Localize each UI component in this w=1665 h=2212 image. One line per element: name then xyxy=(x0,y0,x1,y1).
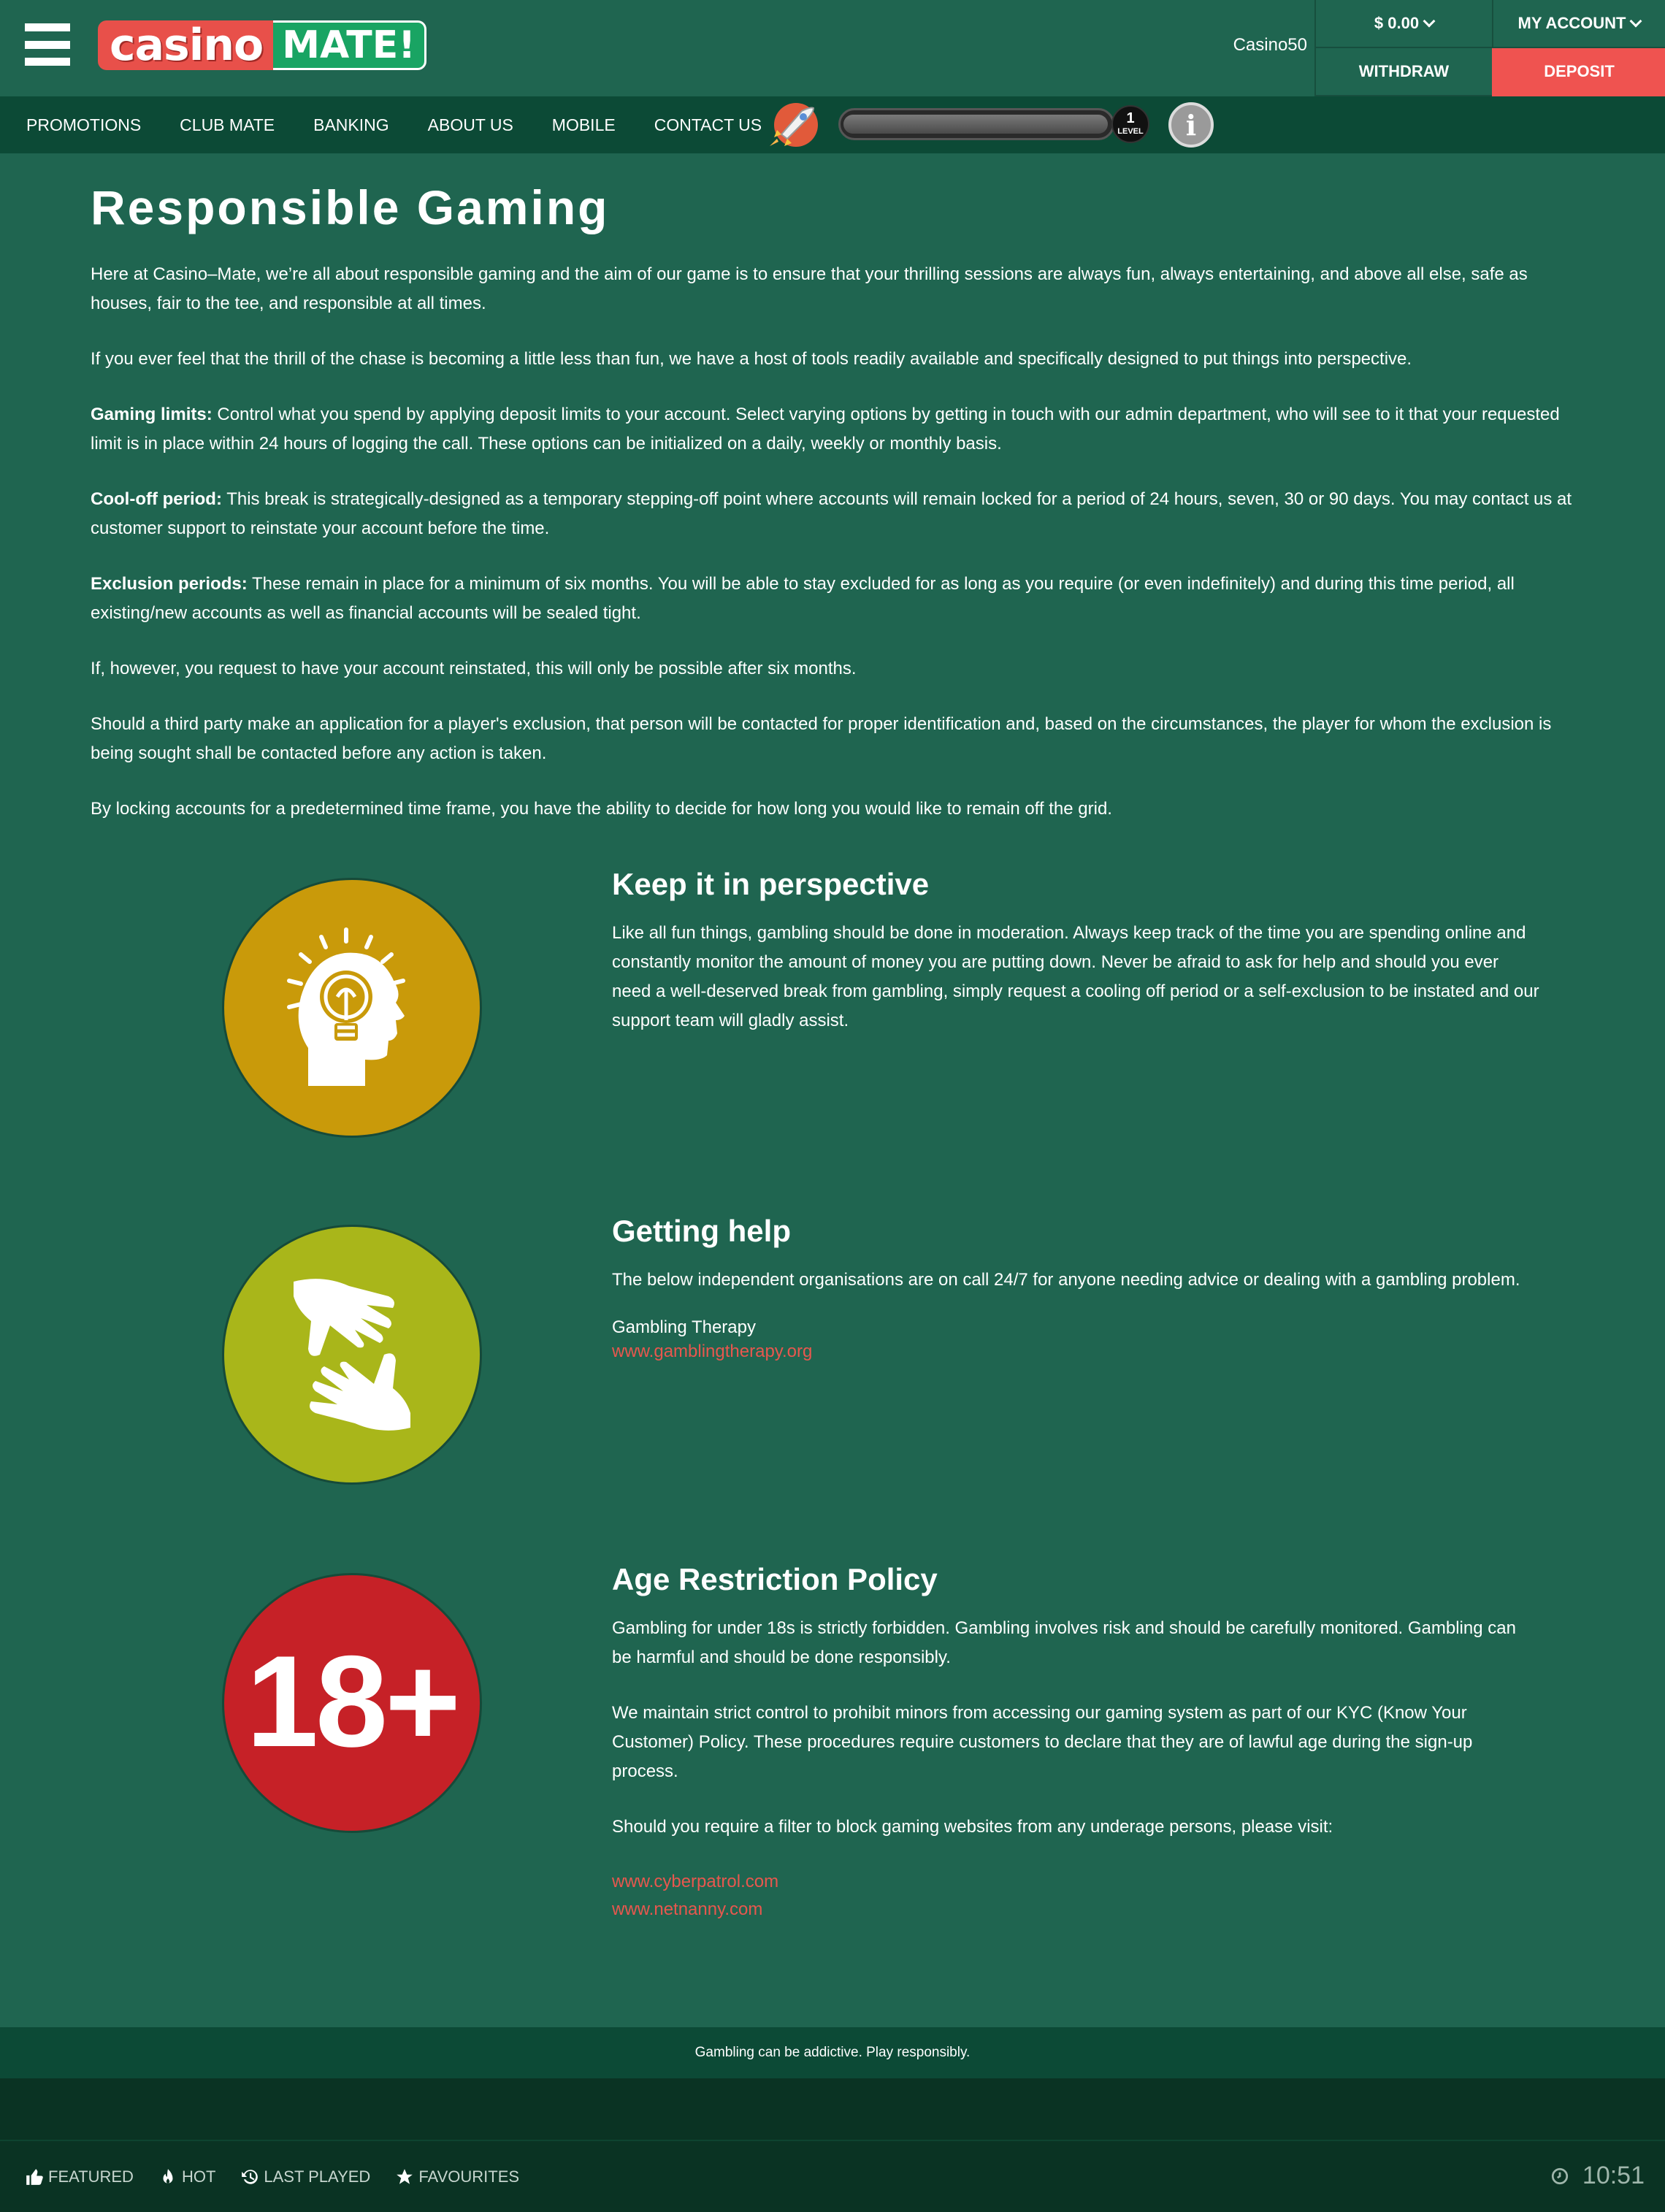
level-badge xyxy=(1111,105,1149,143)
tab-last-played[interactable] xyxy=(240,2167,370,2186)
perspective-heading: Keep it in perspective xyxy=(612,867,930,901)
age-restriction-text-block xyxy=(612,1561,1539,1924)
tab-last-played-label: LAST PLAYED xyxy=(264,2167,371,2186)
level-number: 1 xyxy=(1126,110,1135,126)
nav-item-promotions[interactable]: PROMOTIONS xyxy=(26,115,142,134)
tab-hot-label: HOT xyxy=(181,2167,216,2186)
gaming-limits-label: Gaming limits: xyxy=(91,405,213,424)
nav-item-about-us[interactable]: ABOUT US xyxy=(427,115,513,134)
star-icon xyxy=(395,2167,414,2186)
intro-paragraph: Here at Casino–Mate, we’re all about responsible gaming and the aim of our game is to ensure that your thrilling sessions are always fun, always entertaining, and above all else, safe as houses, fair to the tee, and responsible at all times. xyxy=(91,264,1528,313)
org-name: Gambling Therapy xyxy=(612,1317,756,1337)
casino-mate-logo[interactable] xyxy=(98,20,419,70)
age-restriction-text: Should you require a filter to block gaming websites from any underage persons, please visit: xyxy=(612,1817,1333,1837)
perspective-text-block xyxy=(612,866,1539,1062)
cool-off-label: Cool-off period: xyxy=(91,489,222,509)
intro-paragraph: If you ever feel that the thrill of the chase is becoming a little less than fun, we have a host of tools readily available and specifically designed to put things into perspective. xyxy=(91,349,1412,369)
tab-featured-label: FEATURED xyxy=(48,2167,134,2186)
chevron-down-icon xyxy=(1423,15,1436,28)
bottom-game-bar xyxy=(0,2140,1665,2212)
getting-help-text: The below independent organisations are on call 24/7 for anyone needing advice or dealing with a gambling problem. xyxy=(612,1270,1520,1290)
tab-featured[interactable] xyxy=(25,2167,134,2186)
history-icon xyxy=(240,2167,259,2186)
main-nav xyxy=(0,96,1665,153)
age-18-plus-icon: 18+ xyxy=(246,1628,458,1774)
cyberpatrol-link[interactable]: www.cyberpatrol.com xyxy=(612,1872,779,1891)
nav-item-banking[interactable]: BANKING xyxy=(313,115,389,134)
perspective-text: Like all fun things, gambling should be done in moderation. Always keep track of the time you are spending online and constantly monitor the amount of money you are putting down. Never be afraid to ask for help and should you ever need a well-deserved break from gambling, simply request a cooling off period or a self-exclusion to be instated and our support team will gladly assist. xyxy=(612,923,1539,1030)
tab-favourites-label: FAVOURITES xyxy=(418,2167,520,2186)
balance-dropdown[interactable] xyxy=(1314,0,1492,48)
locking-paragraph: By locking accounts for a predetermined time frame, you have the ability to decide for how long you would like to remain off the grid. xyxy=(91,799,1112,819)
level-progress-bar xyxy=(838,108,1114,140)
tab-hot[interactable] xyxy=(158,2167,215,2186)
gaming-limits-paragraph xyxy=(91,400,1580,459)
account-panel xyxy=(1314,0,1665,96)
intro-content xyxy=(91,260,1580,850)
helping-hands-icon xyxy=(279,1267,425,1442)
getting-help-circle xyxy=(222,1225,482,1485)
responsible-notice-bar xyxy=(0,2027,1665,2078)
logo-casino-text: casino xyxy=(98,20,273,70)
exclusion-paragraph xyxy=(91,570,1580,628)
perspective-circle xyxy=(222,878,482,1138)
tab-favourites[interactable] xyxy=(395,2167,519,2186)
gambling-therapy-link[interactable]: www.gamblingtherapy.org xyxy=(612,1342,813,1361)
my-account-label: MY ACCOUNT xyxy=(1517,14,1626,32)
level-label: LEVEL xyxy=(1117,127,1144,136)
gaming-limits-text: Control what you spend by applying deposit limits to your account. Select varying options by getting in touch with our admin department, who will see to it that your requested limit is in place within 24 hours of logging the call. These options can be initialized on a daily, weekly or monthly basis. xyxy=(91,405,1560,454)
rocket-icon[interactable] xyxy=(767,101,821,149)
exclusion-text: These remain in place for a minimum of six months. You will be able to stay excluded for as long as you require (or even indefinitely) and during this time period, all existing/new accounts as well as financial accounts will be sealed tight. xyxy=(91,574,1515,623)
responsible-notice: Gambling can be addictive. Play responsibly. xyxy=(694,2045,971,2060)
flame-icon xyxy=(158,2167,177,2186)
header xyxy=(0,0,1665,96)
username: Casino50 xyxy=(1233,35,1307,55)
age-restriction-circle xyxy=(222,1573,482,1833)
hamburger-menu-icon[interactable] xyxy=(25,23,70,66)
cool-off-text: This break is strategically-designed as a temporary stepping-off point where accounts will remain locked for a period of 24 hours, seven, 30 or 90 days. You may contact us at customer support to reinstate your account before the time. xyxy=(91,489,1572,538)
deposit-button[interactable]: DEPOSIT xyxy=(1492,48,1665,96)
clock-icon xyxy=(1550,2167,1569,2186)
getting-help-text-block xyxy=(612,1213,1539,1363)
balance-value: $ 0.00 xyxy=(1374,14,1420,32)
nav-item-club-mate[interactable]: CLUB MATE xyxy=(180,115,275,134)
clock xyxy=(1550,2162,1645,2190)
age-restriction-text: We maintain strict control to prohibit minors from accessing our gaming system as part of our KYC (Know Your Customer) Policy. These procedures require customers to declare that they are of lawful age during the sign-up process. xyxy=(612,1703,1473,1781)
chevron-down-icon xyxy=(1630,15,1642,28)
netnanny-link[interactable]: www.netnanny.com xyxy=(612,1899,763,1919)
age-restriction-text: Gambling for under 18s is strictly forbidden. Gambling involves risk and should be carefully monitored. Gambling can be harmful and should be done responsibly. xyxy=(612,1618,1516,1667)
lightbulb-head-icon xyxy=(279,924,425,1092)
clock-time: 10:51 xyxy=(1582,2162,1645,2189)
thumbs-up-icon xyxy=(25,2167,44,2186)
nav-item-contact-us[interactable]: CONTACT US xyxy=(654,115,762,134)
withdraw-button[interactable]: WITHDRAW xyxy=(1314,48,1492,96)
age-restriction-heading: Age Restriction Policy xyxy=(612,1562,938,1596)
third-party-paragraph: Should a third party make an application for a player's exclusion, that person will be contacted for proper identification and, based on the circumstances, the player for whom the exclusion is being sought shall be contacted before any action is taken. xyxy=(91,714,1552,763)
exclusion-label: Exclusion periods: xyxy=(91,574,248,594)
logo-mate-text: MATE! xyxy=(273,20,426,70)
nav-item-mobile[interactable]: MOBILE xyxy=(551,115,616,134)
page-title: Responsible Gaming xyxy=(91,180,610,234)
my-account-dropdown[interactable] xyxy=(1492,0,1665,48)
info-icon[interactable]: i xyxy=(1168,102,1214,148)
cool-off-paragraph xyxy=(91,485,1580,543)
getting-help-heading: Getting help xyxy=(612,1214,791,1248)
reinstate-paragraph: If, however, you request to have your account reinstated, this will only be possible after six months. xyxy=(91,659,857,678)
